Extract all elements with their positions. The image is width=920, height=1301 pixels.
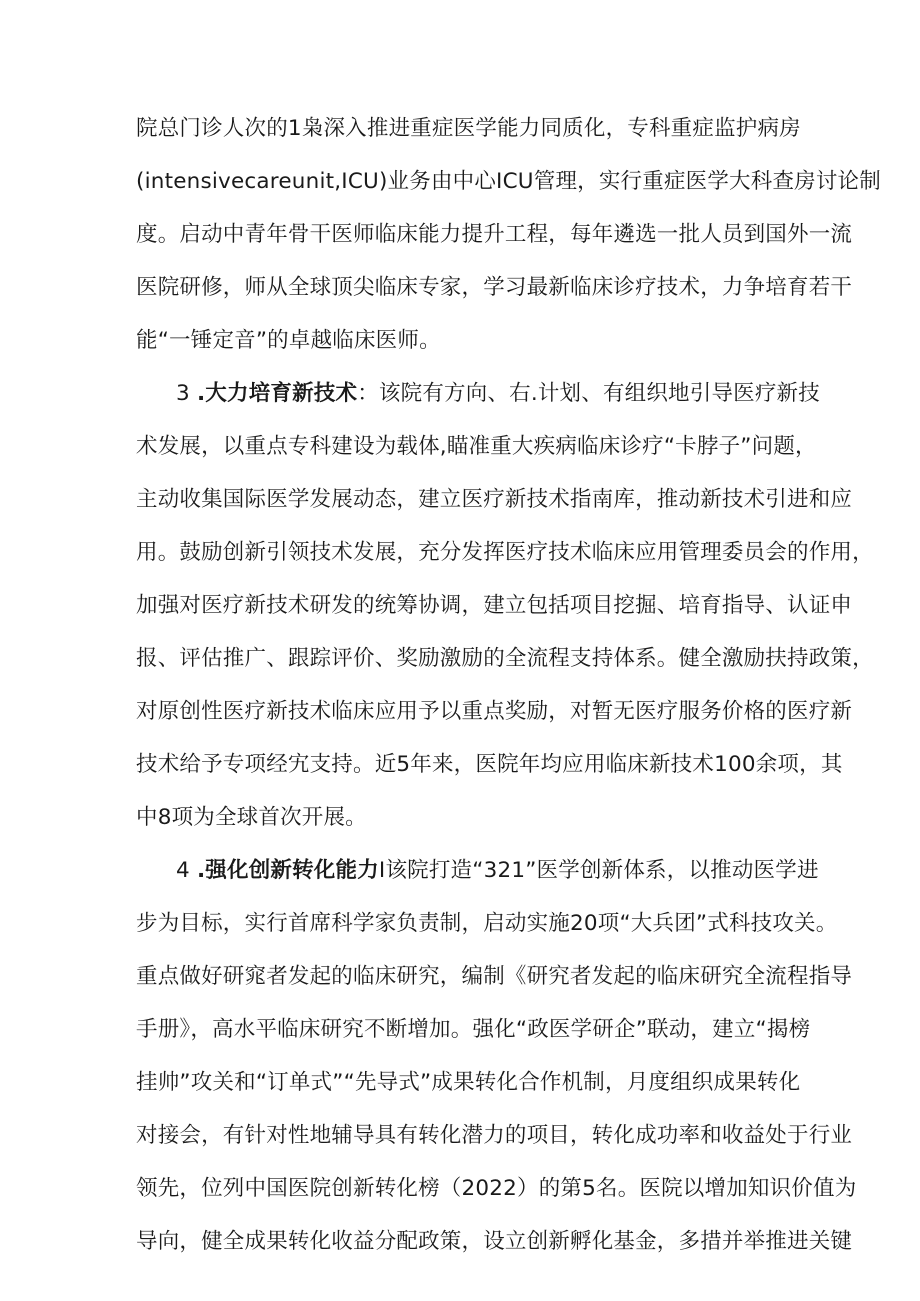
section-text: ：该院有方向、右.计划、有组织地引导医疗新技 (357, 381, 820, 406)
text-line: 对接会，有针对性地辅导具有转化潜力的项目，转化成功率和收益处于行业 (136, 1123, 853, 1148)
section-4-first-line (176, 854, 819, 888)
text-line: 术发展，以重点专科建设为载体,瞄准重大疾病临床诊疗“卡脖子”问题， (136, 434, 817, 459)
text-line: (intensivecareunit,ICU)业务由中心ICU管理，实行重症医学大科查房讨论制 (136, 169, 881, 194)
text-line: 手册》，高水平临床研究不断增加。强化“政医学研企”联动，建立“揭榜 (136, 1017, 811, 1042)
text-line: 院总门诊人次的1枭深入推进重症医学能力同质化，专科重症监护病房 (136, 116, 801, 141)
section-number: 3 (176, 381, 190, 406)
text-line: 重点做好研窕者发起的临床研究，编制《研究者发起的临床研究全流程指导 (136, 964, 853, 989)
text-line: 技术给予专项经宄支持。近5年来，医院年均应用临床新技术100余项，其 (136, 752, 843, 777)
section-3-first-line (176, 377, 820, 411)
text-line: 导向，健全成果转化收益分配政策，设立创新孵化基金，多措并举推进关键 (136, 1229, 853, 1254)
text-line: 步为目标，实行首席科学家负责制，启动实施20项“大兵团”式科技攻关。 (136, 911, 838, 936)
text-line: 对原创性医疗新技术临床应用予以重点奖励，对暂无医疗服务价格的医疗新 (136, 699, 853, 724)
text-line: 主动收集国际医学发展动态，建立医疗新技术指南库，推动新技术引进和应 (136, 487, 853, 512)
text-line: 领先，位列中国医院创新转化榜（2022）的第5名。医院以增加知识价值为 (136, 1176, 857, 1201)
text-line: 能“一锤定音”的卓越临床医师。 (136, 328, 441, 353)
text-line: 医院研修，师从全球顶尖临床专家，学习最新临床诊疗技术，力争培育若干 (136, 275, 853, 300)
section-heading: .强化创新转化能力 (196, 858, 379, 883)
text-line: 报、评估推广、跟踪评价、奖励激励的全流程支持体系。健全激励扶持政策， (136, 646, 874, 671)
text-line: 用。鼓励创新引领技术发展，充分发挥医疗技术临床应用管理委员会的作用， (136, 540, 874, 565)
text-line: 挂帅”攻关和“订单式”“先导式”成果转化合作机制，月度组织成果转化 (136, 1070, 801, 1095)
text-line: 中8项为全球首次开展。 (136, 805, 367, 830)
section-number: 4 (176, 858, 190, 883)
section-text: I该院打造“321”医学创新体系，以推动医学进 (378, 858, 819, 883)
text-line: 加强对医疗新技术研发的统筹协调，建立包括项目挖掘、培育指导、认证申 (136, 593, 853, 618)
text-line: 度。启动中青年骨干医师临床能力提升工程，每年遴选一批人员到国外一流 (136, 222, 853, 247)
section-heading: .大力培育新技术 (196, 381, 358, 406)
